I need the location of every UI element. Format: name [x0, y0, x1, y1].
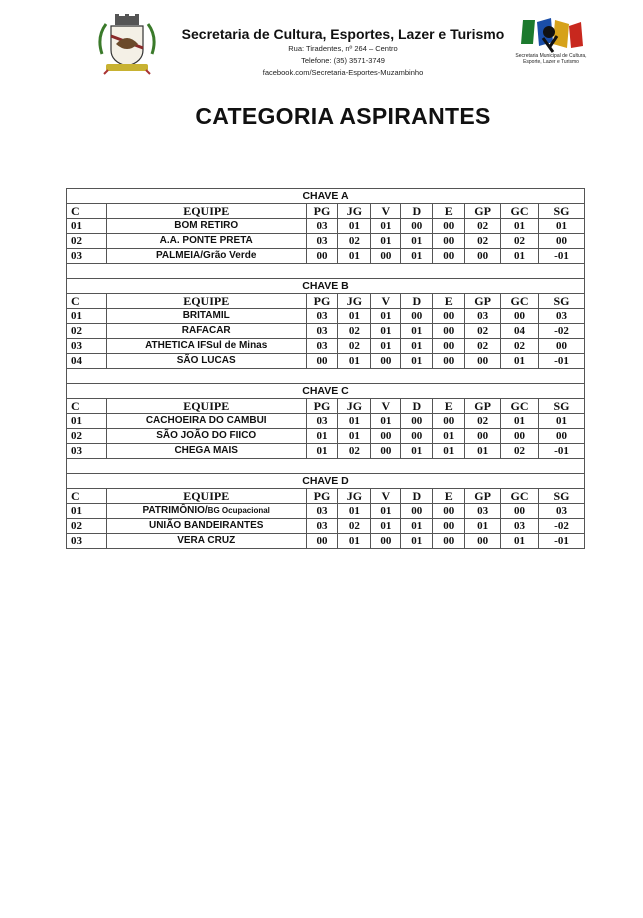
team-name: SÃO LUCAS [176, 355, 236, 366]
cell-jg: 02 [338, 519, 371, 534]
cell-gp: 03 [465, 309, 501, 324]
column-header-position: C [67, 294, 107, 309]
column-header-position: C [67, 204, 107, 219]
cell-team [106, 444, 306, 459]
standings-table [66, 188, 585, 549]
team-name: PALMEIA/Grão Verde [156, 250, 257, 261]
team-name: SÃO JOÃO DO FIICO [156, 430, 257, 441]
cell-position: 03 [67, 534, 107, 549]
cell-d: 01 [401, 339, 433, 354]
cell-team [106, 534, 306, 549]
group-name: CHAVE C [67, 384, 585, 399]
column-header-v: V [371, 294, 401, 309]
cell-sg: 03 [539, 504, 585, 519]
column-header-team: EQUIPE [106, 204, 306, 219]
cell-team [106, 519, 306, 534]
cell-e: 00 [433, 519, 465, 534]
cell-e: 00 [433, 324, 465, 339]
cell-gp: 00 [465, 534, 501, 549]
cell-d: 01 [401, 444, 433, 459]
cell-e: 00 [433, 414, 465, 429]
column-header-jg: JG [338, 489, 371, 504]
column-header-sg: SG [539, 399, 585, 414]
table-row [67, 219, 585, 234]
cell-e: 00 [433, 339, 465, 354]
cell-d: 00 [401, 504, 433, 519]
group-header [67, 384, 585, 399]
cell-gc: 02 [501, 444, 539, 459]
cell-pg: 01 [306, 444, 338, 459]
table-row [67, 354, 585, 369]
cell-sg: -02 [539, 324, 585, 339]
column-header-gp: GP [465, 294, 501, 309]
team-name: CACHOEIRA DO CAMBUI [145, 415, 267, 426]
cell-v: 01 [371, 504, 401, 519]
column-header-gc: GC [501, 489, 539, 504]
column-header-e: E [433, 294, 465, 309]
column-header-pg: PG [306, 204, 338, 219]
group-header [67, 279, 585, 294]
cell-d: 00 [401, 414, 433, 429]
group-name: CHAVE A [67, 189, 585, 204]
cell-gp: 00 [465, 249, 501, 264]
team-name: A.A. PONTE PRETA [159, 235, 253, 246]
column-header-jg: JG [338, 399, 371, 414]
cell-gc: 00 [501, 429, 539, 444]
cell-gc: 02 [501, 234, 539, 249]
cell-team [106, 324, 306, 339]
cell-pg: 03 [306, 324, 338, 339]
column-header-row [67, 294, 585, 309]
cell-sg: -01 [539, 249, 585, 264]
table-row [67, 414, 585, 429]
column-header-gc: GC [501, 294, 539, 309]
group-name: CHAVE B [67, 279, 585, 294]
cell-sg: -01 [539, 444, 585, 459]
column-header-e: E [433, 204, 465, 219]
column-header-row [67, 399, 585, 414]
table-row [67, 504, 585, 519]
table-row [67, 339, 585, 354]
cell-sg: -01 [539, 354, 585, 369]
column-header-position: C [67, 489, 107, 504]
column-header-gc: GC [501, 204, 539, 219]
cell-gc: 02 [501, 339, 539, 354]
cell-position: 04 [67, 354, 107, 369]
org-phone: Telefone: (35) 3571-3749 [301, 56, 385, 65]
cell-pg: 03 [306, 309, 338, 324]
column-header-gp: GP [465, 399, 501, 414]
cell-position: 01 [67, 309, 107, 324]
column-header-jg: JG [338, 204, 371, 219]
cell-sg: 03 [539, 309, 585, 324]
column-header-gp: GP [465, 489, 501, 504]
column-header-v: V [371, 399, 401, 414]
cell-position: 03 [67, 249, 107, 264]
cell-jg: 02 [338, 444, 371, 459]
cell-gp: 02 [465, 234, 501, 249]
cell-d: 00 [401, 429, 433, 444]
org-name: Secretaria de Cultura, Esportes, Lazer e Turismo [181, 26, 505, 42]
cell-position: 02 [67, 519, 107, 534]
cell-pg: 03 [306, 414, 338, 429]
cell-pg: 00 [306, 354, 338, 369]
cell-gp: 02 [465, 414, 501, 429]
column-header-e: E [433, 399, 465, 414]
cell-sg: 00 [539, 429, 585, 444]
cell-gp: 02 [465, 339, 501, 354]
column-header-v: V [371, 204, 401, 219]
cell-pg: 03 [306, 219, 338, 234]
page-title: CATEGORIA ASPIRANTES [195, 103, 491, 129]
group-spacer [67, 369, 585, 384]
cell-v: 01 [371, 309, 401, 324]
cell-position: 02 [67, 234, 107, 249]
team-name: VERA CRUZ [177, 535, 236, 546]
cell-position: 01 [67, 504, 107, 519]
column-header-d: D [401, 399, 433, 414]
org-address: Rua: Tiradentes, nº 264 – Centro [288, 44, 398, 53]
cell-v: 01 [371, 219, 401, 234]
cell-position: 03 [67, 339, 107, 354]
column-header-row [67, 489, 585, 504]
cell-pg: 03 [306, 339, 338, 354]
secretaria-logo-caption: Secretaria Municipal de Cultura, Esporte, Lazer e Turismo [515, 53, 587, 65]
cell-gp: 02 [465, 324, 501, 339]
cell-pg: 03 [306, 519, 338, 534]
cell-d: 01 [401, 534, 433, 549]
cell-v: 00 [371, 354, 401, 369]
column-header-e: E [433, 489, 465, 504]
cell-pg: 01 [306, 429, 338, 444]
table-row [67, 249, 585, 264]
table-row [67, 519, 585, 534]
cell-gc: 00 [501, 309, 539, 324]
column-header-team: EQUIPE [106, 294, 306, 309]
column-header-v: V [371, 489, 401, 504]
cell-jg: 01 [338, 219, 371, 234]
secretaria-logo-icon [513, 18, 589, 80]
cell-e: 00 [433, 534, 465, 549]
cell-position: 01 [67, 219, 107, 234]
table-row [67, 444, 585, 459]
cell-d: 01 [401, 519, 433, 534]
column-header-sg: SG [539, 489, 585, 504]
cell-sg: -02 [539, 519, 585, 534]
cell-team [106, 354, 306, 369]
cell-e: 01 [433, 444, 465, 459]
table-row [67, 429, 585, 444]
table-row [67, 234, 585, 249]
cell-d: 00 [401, 219, 433, 234]
column-header-d: D [401, 294, 433, 309]
cell-d: 01 [401, 234, 433, 249]
cell-team [106, 249, 306, 264]
column-header-jg: JG [338, 294, 371, 309]
column-header-position: C [67, 399, 107, 414]
cell-d: 01 [401, 354, 433, 369]
cell-gp: 02 [465, 219, 501, 234]
cell-gp: 03 [465, 504, 501, 519]
cell-jg: 01 [338, 354, 371, 369]
cell-d: 01 [401, 324, 433, 339]
cell-e: 00 [433, 249, 465, 264]
team-name: UNIÃO BANDEIRANTES [148, 520, 264, 531]
cell-v: 01 [371, 324, 401, 339]
cell-v: 00 [371, 534, 401, 549]
cell-position: 02 [67, 429, 107, 444]
cell-gc: 01 [501, 534, 539, 549]
team-name: BOM RETIRO [174, 220, 239, 231]
team-name: CHEGA MAIS [174, 445, 238, 456]
cell-e: 00 [433, 234, 465, 249]
cell-team [106, 429, 306, 444]
team-name: PATRIMÔNIO/ [142, 505, 208, 516]
cell-jg: 01 [338, 534, 371, 549]
cell-position: 01 [67, 414, 107, 429]
cell-sg: -01 [539, 534, 585, 549]
group-header [67, 474, 585, 489]
cell-jg: 01 [338, 249, 371, 264]
column-header-team: EQUIPE [106, 399, 306, 414]
cell-gp: 01 [465, 444, 501, 459]
cell-team [106, 219, 306, 234]
table-row [67, 534, 585, 549]
cell-e: 00 [433, 309, 465, 324]
cell-d: 00 [401, 309, 433, 324]
column-header-sg: SG [539, 294, 585, 309]
team-name: BRITAMIL [182, 310, 230, 321]
cell-pg: 03 [306, 504, 338, 519]
cell-gc: 00 [501, 504, 539, 519]
column-header-gc: GC [501, 399, 539, 414]
team-name: ATHETICA IFSul de Minas [145, 340, 268, 351]
team-name: RAFACAR [181, 325, 231, 336]
column-header-sg: SG [539, 204, 585, 219]
column-header-pg: PG [306, 489, 338, 504]
cell-v: 01 [371, 519, 401, 534]
group-header [67, 189, 585, 204]
cell-gc: 01 [501, 414, 539, 429]
column-header-team: EQUIPE [106, 489, 306, 504]
cell-e: 00 [433, 219, 465, 234]
table-row [67, 309, 585, 324]
table-row [67, 324, 585, 339]
cell-v: 00 [371, 249, 401, 264]
cell-e: 00 [433, 354, 465, 369]
column-header-pg: PG [306, 399, 338, 414]
column-header-d: D [401, 204, 433, 219]
cell-gc: 03 [501, 519, 539, 534]
cell-pg: 00 [306, 534, 338, 549]
column-header-d: D [401, 489, 433, 504]
cell-position: 03 [67, 444, 107, 459]
column-header-pg: PG [306, 294, 338, 309]
cell-gc: 01 [501, 249, 539, 264]
municipal-crest-icon [96, 14, 158, 76]
cell-position: 02 [67, 324, 107, 339]
cell-v: 00 [371, 429, 401, 444]
cell-sg: 01 [539, 219, 585, 234]
cell-team [106, 339, 306, 354]
org-facebook: facebook.com/Secretaria-Esportes-Muzambinho [262, 68, 424, 77]
cell-sg: 00 [539, 339, 585, 354]
cell-e: 00 [433, 504, 465, 519]
cell-sg: 00 [539, 234, 585, 249]
column-header-row [67, 204, 585, 219]
cell-jg: 01 [338, 414, 371, 429]
team-name-suffix: BG Ocupacional [207, 506, 270, 515]
cell-v: 01 [371, 414, 401, 429]
cell-v: 01 [371, 234, 401, 249]
group-name: CHAVE D [67, 474, 585, 489]
letterhead [168, 26, 518, 79]
cell-jg: 02 [338, 339, 371, 354]
cell-jg: 02 [338, 234, 371, 249]
group-spacer [67, 264, 585, 279]
cell-gc: 01 [501, 354, 539, 369]
cell-gp: 00 [465, 429, 501, 444]
cell-jg: 02 [338, 324, 371, 339]
cell-e: 01 [433, 429, 465, 444]
cell-team [106, 414, 306, 429]
cell-team [106, 234, 306, 249]
group-spacer [67, 459, 585, 474]
cell-pg: 03 [306, 234, 338, 249]
cell-gp: 00 [465, 354, 501, 369]
cell-gc: 01 [501, 219, 539, 234]
cell-d: 01 [401, 249, 433, 264]
cell-jg: 01 [338, 504, 371, 519]
cell-team [106, 504, 306, 519]
cell-team [106, 309, 306, 324]
cell-gp: 01 [465, 519, 501, 534]
cell-pg: 00 [306, 249, 338, 264]
cell-jg: 01 [338, 309, 371, 324]
cell-sg: 01 [539, 414, 585, 429]
cell-v: 00 [371, 444, 401, 459]
cell-gc: 04 [501, 324, 539, 339]
cell-jg: 01 [338, 429, 371, 444]
column-header-gp: GP [465, 204, 501, 219]
cell-v: 01 [371, 339, 401, 354]
